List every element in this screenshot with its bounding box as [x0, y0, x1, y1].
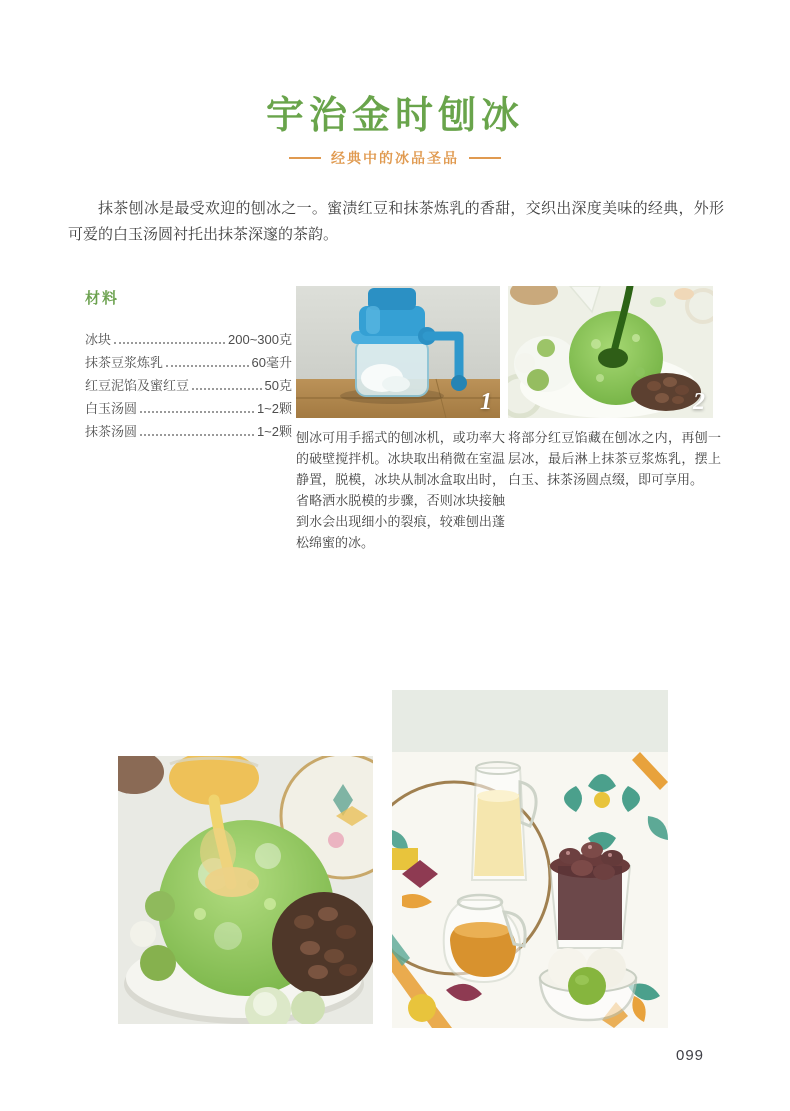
materials-section [85, 287, 292, 440]
material-amount: 50克 [264, 378, 292, 393]
material-amount: 1~2颗 [256, 401, 292, 416]
step1-photo-ice-shaver [296, 286, 500, 418]
material-amount: 200~300克 [228, 332, 292, 347]
material-row [85, 325, 292, 348]
material-row [85, 394, 292, 417]
matcha-pour-illustration [508, 286, 713, 418]
dot-leader [114, 342, 225, 344]
page-subtitle: 经典中的冰品圣品 [331, 150, 459, 166]
step-number: 2 [693, 389, 705, 415]
intro-paragraph: 抹茶刨冰是最受欢迎的刨冰之一。蜜渍红豆和抹茶炼乳的香甜，交织出深度美味的经典，外形可爱的白玉汤圆衬托出抹茶深邃的茶韵。 [68, 200, 724, 243]
finished-dessert-illustration [118, 756, 373, 1024]
page-title: 宇治金时刨冰 [265, 95, 524, 137]
subtitle-dash-left [289, 157, 321, 159]
material-row [85, 371, 292, 394]
materials-heading: 材料 [85, 290, 120, 307]
material-row [85, 348, 292, 371]
step-number: 1 [480, 389, 492, 415]
step2-caption: 将部分红豆馅藏在刨冰之内，再刨一层冰，最后淋上抹茶豆浆炼乳，摆上白玉、抹茶汤圆点缀，即可享用。 [508, 430, 721, 487]
dot-leader [140, 434, 254, 436]
ice-shaver-illustration [296, 286, 500, 418]
material-name: 抹茶豆浆炼乳 [85, 355, 164, 370]
material-row [85, 417, 292, 440]
step1-caption: 刨冰可用手摇式的刨冰机，或功率大的破壁搅拌机。冰块取出稍微在室温静置，脱模，冰块从制冰盒取出时，省略洒水脱模的步骤，否则冰块接触到水会出现细小的裂痕，较难刨出蓬松绵蜜的冰。 [296, 430, 505, 550]
material-name: 抹茶汤圆 [85, 424, 138, 439]
ingredients-illustration [392, 690, 668, 1028]
materials-list [85, 325, 292, 440]
material-amount: 1~2颗 [256, 424, 292, 439]
gallery-photo-finished-dessert [118, 756, 373, 1024]
page-subtitle-row [0, 148, 790, 168]
step2-photo-matcha-pour [508, 286, 713, 418]
material-amount: 60毫升 [251, 355, 292, 370]
dot-leader [166, 365, 249, 367]
page-number: 099 [676, 1047, 705, 1064]
subtitle-dash-right [469, 157, 501, 159]
dot-leader [192, 388, 262, 390]
gallery-photo-ingredients [392, 690, 668, 1028]
material-name: 白玉汤圆 [85, 401, 138, 416]
material-name: 红豆泥馅及蜜红豆 [85, 378, 190, 393]
material-name: 冰块 [85, 332, 112, 347]
dot-leader [140, 411, 254, 413]
